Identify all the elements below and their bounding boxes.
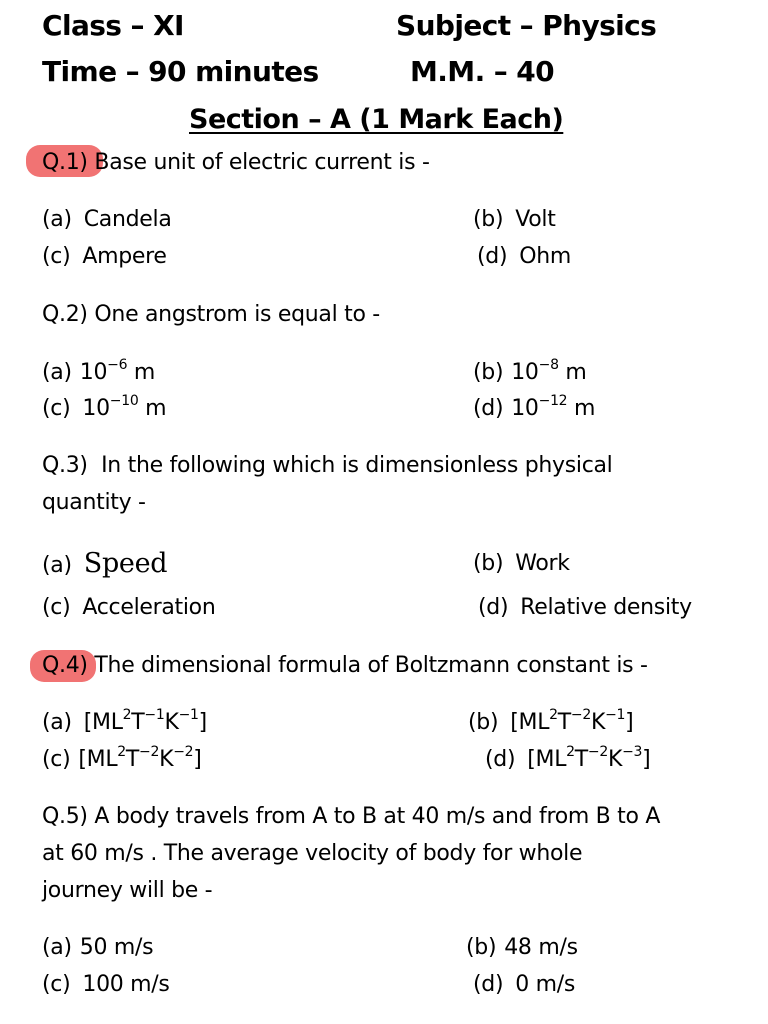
formula-part: [ML xyxy=(78,747,118,772)
option-text: 0 m/s xyxy=(515,972,576,997)
option-label: (b) xyxy=(466,935,497,960)
question-text-line-1: In the following which is dimensionless physical xyxy=(101,453,613,478)
class-label: Class – XI xyxy=(42,9,184,42)
option-label: (a) xyxy=(42,935,72,960)
formula-part: T xyxy=(574,747,588,772)
question-2 xyxy=(42,304,380,326)
power-exponent: −10 xyxy=(109,393,139,409)
power-exponent: −12 xyxy=(538,393,568,409)
option-label: (c) xyxy=(42,396,71,421)
formula-exponent: −3 xyxy=(622,744,643,760)
option-a xyxy=(42,937,153,959)
option-label: (b) xyxy=(473,360,504,385)
option-c xyxy=(42,393,167,421)
option-b xyxy=(468,707,634,735)
formula-exponent: −1 xyxy=(605,707,626,723)
question-number: Q.4) xyxy=(42,653,88,678)
unit: m xyxy=(574,396,596,421)
formula-part: ] xyxy=(642,747,651,772)
option-text: Volt xyxy=(515,207,556,232)
option-text: 100 m/s xyxy=(82,972,170,997)
question-number: Q.5) xyxy=(42,804,88,829)
unit: m xyxy=(565,360,587,385)
option-label: (a) xyxy=(42,360,72,385)
option-text: Relative density xyxy=(520,595,692,620)
question-number: Q.2) xyxy=(42,302,88,327)
option-b xyxy=(473,209,556,231)
power-exponent: −8 xyxy=(538,357,559,373)
option-label: (d) xyxy=(485,747,516,772)
formula-part: T xyxy=(125,747,140,772)
time-label: Time – 90 minutes xyxy=(42,55,319,88)
formula-part: [ML xyxy=(527,747,567,772)
option-d xyxy=(477,246,571,268)
question-text: Base unit of electric current is - xyxy=(94,150,430,175)
formula-exponent: 2 xyxy=(549,707,558,723)
formula-exponent: 2 xyxy=(566,744,575,760)
formula-part: K xyxy=(607,747,623,772)
option-text: Ampere xyxy=(82,244,167,269)
power-exponent: −6 xyxy=(107,357,128,373)
option-c xyxy=(42,974,170,996)
formula-part: [ML xyxy=(510,710,550,735)
option-text: Work xyxy=(515,551,570,576)
option-a xyxy=(42,357,156,385)
section-title: Section – A (1 Mark Each) xyxy=(189,104,564,135)
option-d xyxy=(473,974,575,996)
unit: m xyxy=(145,396,167,421)
option-label: (d) xyxy=(473,972,504,997)
formula-part: K xyxy=(164,710,179,735)
option-label: (d) xyxy=(473,396,504,421)
formula-part: ] xyxy=(625,710,634,735)
option-label: (c) xyxy=(42,747,71,772)
formula-exponent: 2 xyxy=(122,707,132,723)
question-text-line-2: at 60 m/s . The average velocity of body for whole xyxy=(42,841,583,866)
option-c xyxy=(42,597,215,619)
option-d xyxy=(473,393,596,421)
question-3-continued xyxy=(42,492,146,514)
question-text-line-3: journey will be - xyxy=(42,878,213,903)
option-label: (c) xyxy=(42,595,71,620)
option-text: 50 m/s xyxy=(79,935,154,960)
question-text: The dimensional formula of Boltzmann constant is - xyxy=(94,653,648,678)
question-5 xyxy=(42,806,660,828)
option-a xyxy=(42,707,207,735)
formula-part: T xyxy=(557,710,571,735)
option-text: Ohm xyxy=(519,244,572,269)
formula-part: K xyxy=(590,710,606,735)
option-label: (a) xyxy=(42,710,72,735)
option-label: (b) xyxy=(473,551,504,576)
question-5-line-3 xyxy=(42,880,212,902)
option-a xyxy=(42,550,167,577)
question-4 xyxy=(42,655,648,677)
formula-part: K xyxy=(159,747,174,772)
option-text: Speed xyxy=(83,548,168,579)
formula-exponent: −2 xyxy=(587,744,608,760)
option-c xyxy=(42,246,167,268)
question-number: Q.3) xyxy=(42,453,88,478)
option-b xyxy=(466,937,578,959)
formula-exponent: −2 xyxy=(570,707,591,723)
option-label: (d) xyxy=(477,244,508,269)
power-base: 10 xyxy=(82,396,110,421)
formula-exponent: −2 xyxy=(139,744,160,760)
power-base: 10 xyxy=(511,396,539,421)
option-label: (b) xyxy=(468,710,499,735)
formula-part: T xyxy=(131,710,145,735)
option-text: Candela xyxy=(83,207,172,232)
question-1 xyxy=(42,152,430,174)
option-d xyxy=(485,744,651,772)
option-text: 48 m/s xyxy=(504,935,578,960)
option-label: (c) xyxy=(42,972,71,997)
formula-exponent: −1 xyxy=(144,707,165,723)
question-text-line-2: quantity - xyxy=(42,490,146,515)
formula-part: ] xyxy=(198,710,207,735)
option-label: (b) xyxy=(473,207,504,232)
formula-part: ] xyxy=(193,747,202,772)
option-text: Acceleration xyxy=(82,595,216,620)
power-base: 10 xyxy=(79,360,108,385)
formula-exponent: −2 xyxy=(173,744,194,760)
option-b xyxy=(473,553,570,575)
max-marks-label: M.M. – 40 xyxy=(410,55,555,88)
formula-exponent: 2 xyxy=(117,744,126,760)
question-text: One angstrom is equal to - xyxy=(94,302,380,327)
option-label: (a) xyxy=(42,553,72,578)
question-5-line-2 xyxy=(42,843,582,865)
unit: m xyxy=(133,360,156,385)
option-label: (c) xyxy=(42,244,71,269)
formula-exponent: −1 xyxy=(178,707,199,723)
subject-label: Subject – Physics xyxy=(396,9,657,42)
option-label: (d) xyxy=(478,595,509,620)
option-a xyxy=(42,209,172,231)
formula-part: [ML xyxy=(83,710,123,735)
question-number: Q.1) xyxy=(42,150,88,175)
option-b xyxy=(473,357,587,385)
option-label: (a) xyxy=(42,207,72,232)
question-3 xyxy=(42,455,612,477)
option-c xyxy=(42,744,202,772)
power-base: 10 xyxy=(511,360,539,385)
question-text-line-1: A body travels from A to B at 40 m/s and from B to A xyxy=(94,804,661,829)
option-d xyxy=(478,597,692,619)
